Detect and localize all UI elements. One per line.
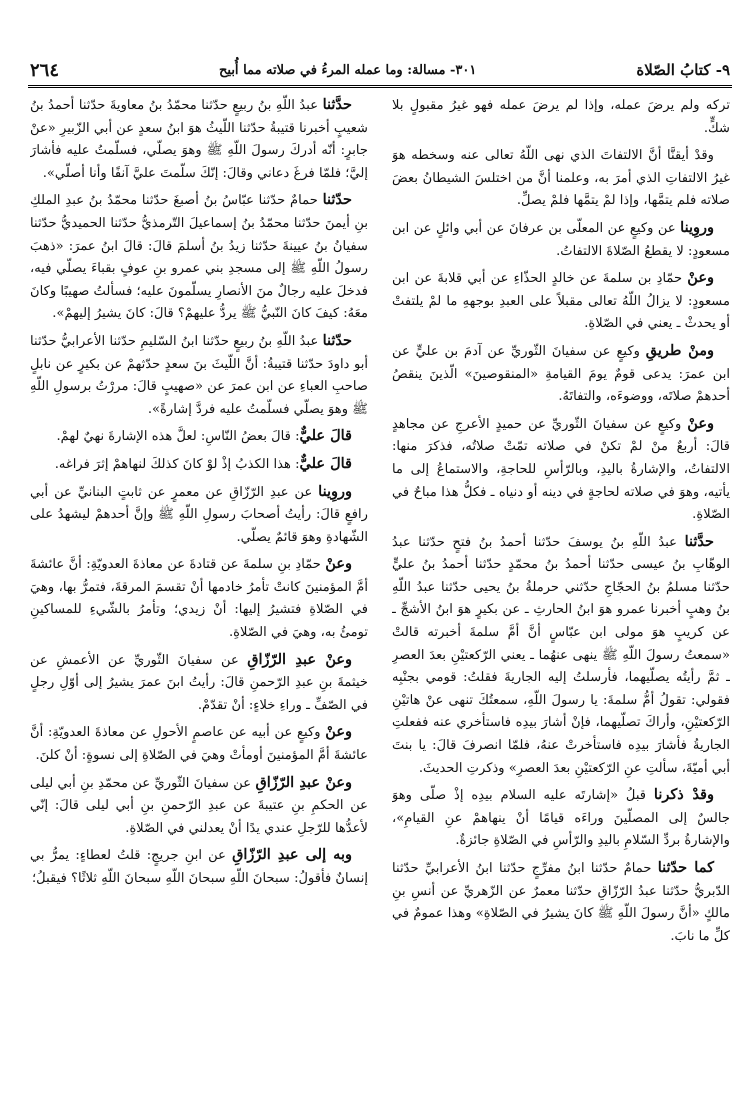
paragraph-text: عبدُ اللّهِ بنُ ربيعٍ حدّثنا ابنُ السّليمِ حدّثنا الأعرابيُّ حدّثنا أبو داودَ حدّثنا قتيبةُ: أنَّ اللّيثَ بنَ سعدٍ حدّثهمْ عن بكيرٍ عن نابلٍ صاحبِ العباءِ عن ابن عمرَ عن «صهيبٍ قالَ: مررْتُ برسولِ اللّهِ ﷺ وهوَ يصلّي فسلّمتُ عليه فردَّ إشارةً». xyxy=(30,333,368,417)
paragraph-lead: وقدْ ذكرنا xyxy=(653,786,714,804)
paragraph xyxy=(30,453,368,477)
right-column xyxy=(392,94,730,1098)
paragraph-text: : هذا الكذبُ إذْ لوْ كانَ كذلكَ لنهاهمْ إثرَ فراغه. xyxy=(54,456,300,472)
paragraph xyxy=(392,267,730,336)
paragraph-text: وكيعٍ عن سفيانَ الثّوريِّ عن آدمَ بن عليٍّ عن ابن عمرَ: يدعى قومٌ يومَ القيامةِ «المنقوصينَ» الّذينَ ينقصُ أحدهمْ صلاتَه، ووضوءَه، والتفاتَهُ. xyxy=(392,343,730,405)
paragraph-lead: ومنْ طريقِ xyxy=(645,341,714,359)
paragraph-text: عن سفيانَ الثّوريِّ عن الأعمشِ عن خيثمةَ بنِ عبدِ الرّحمنِ قالَ: رأيتُ ابنَ عمرَ يشيرُ إلى أوّلِ رجلٍ في الصّفِّ ـ وراءِ خلاءٍ: أنْ تقدّمْ. xyxy=(30,652,368,713)
paragraph xyxy=(30,553,368,644)
paragraph xyxy=(392,217,730,263)
paragraph-text: تركه ولم يرضَ عمله، وإذا لم يرضَ عمله فهو غيرُ مقبولٍ بلا شكٍّ. xyxy=(392,98,730,136)
paragraph-lead: كما حدّثنا xyxy=(657,859,714,876)
paragraph xyxy=(392,413,730,527)
paragraph-lead: وروِينا xyxy=(318,482,352,500)
paragraph xyxy=(30,649,368,718)
paragraph xyxy=(392,784,730,853)
paragraph-text: حمّادِ بن سلمةَ عن خالدٍ الحذّاءِ عن أبي قلابةَ عن ابن مسعودٍ: لا يزالُ اللّهُ تعالى مقبلاً على العبدِ بوجههِ ما لمْ يلتفتْ أو يحدثْ ـ يعني في الصّلاةِ. xyxy=(392,271,730,332)
paragraph-lead: حدَّثنا xyxy=(684,532,714,550)
page-number: ٢٦٤ xyxy=(30,59,60,81)
paragraph-lead: وعنْ xyxy=(687,269,714,287)
paragraph xyxy=(30,844,368,890)
paragraph xyxy=(392,94,730,140)
paragraph-text: عبدُ اللّهِ بنُ ربيعٍ حدّثنا محمّدُ بنُ معاويةَ حدّثنا أحمدُ بنُ شعيبٍ أخبرنا قتيبةُ حدّثنا اللّيثُ هوَ ابنُ سعدٍ عن أبي الزّبيرِ «عنْ جابرٍ: أنّه أدركَ رسولَ اللّهِ ﷺ وهوَ يصلّي، فسلّمتُ عليه فأشارَ إليَّ؛ فلمّا فرغَ دعاني وقالَ: إنّكَ سلّمتَ عليَّ آنفًا وأنا أصلّي». xyxy=(30,98,368,181)
section-title: ٣٠١- مسالة: وما عمله المرءُ في صلاته مما أُبيح xyxy=(219,62,477,78)
paragraph xyxy=(30,772,368,841)
paragraph-lead: وعنْ عبدِ الرّزّاقِ xyxy=(255,773,353,791)
paragraph-lead: وعنْ xyxy=(325,555,352,573)
paragraph-text: وقدْ أيقنَّا أنَّ الالتفاتَ الذي نهى اللّهُ تعالى عنه وسخطه هوَ غيرُ الالتفاتِ الذي أمرَ به، وعلمنا أنَّ من اختلسَ الشيطانُ بعضَ صلاته فلم يتمَّها، وإذا لمْ يتمَّها فلمْ يصلِّ. xyxy=(392,148,730,209)
paragraph-text: وكيعٍ عن أبيه عن عاصمٍ الأحولِ عن معاذةَ العدويّةِ: أنَّ عائشةَ أمَّ المؤمنينَ أومأتْ وهيَ في الصّلاةِ إلى نسوةٍ: أنْ كلنَ. xyxy=(30,725,368,764)
paragraph-text: عن سفيانَ الثّوريِّ عن محمّدِ بنِ أبي ليلى عن الحكمِ بنِ عتيبةَ عن عبدِ الرّحمنِ بنِ أبي ليلى قالَ: إنّي لأعدُّها للرّجلِ عندي يدًا أنْ يعدلني في الصّلاةِ. xyxy=(30,775,368,836)
running-header xyxy=(30,58,730,82)
paragraph-text: عن ابنِ جريجٍ: قلتُ لعطاءٍ: يمرُّ بي إنسانٌ فأقولُ: سبحانَ اللّهِ سبحانَ اللّهِ سبحانَ اللّهِ ثلاثًا؟ فيقبلُ؛ xyxy=(30,848,368,886)
paragraph-lead: قالَ عليٌّ xyxy=(299,454,352,472)
paragraph-lead: حدّثنا xyxy=(322,191,352,209)
paragraph-lead: وبه إلى عبدِ الرّزّاقِ xyxy=(232,846,352,864)
paragraph xyxy=(392,857,730,948)
paragraph xyxy=(30,189,368,326)
paragraph xyxy=(30,481,368,550)
paragraph-text: : قالَ بعضُ النّاسِ: لعلَّ هذه الإشارةَ نهيٌ لهمْ. xyxy=(56,429,300,445)
paragraph-text: حمامٌ حدّثنا عبّاسُ بنُ أصبغَ حدّثنا محمّدُ بنُ عبدِ الملكِ بنِ أيمنَ حدّثنا محمّدُ بنُ إسماعيلَ التّرمذيُّ حدّثنا الحميديُّ حدّثنا سفيانُ بنُ عيينةَ حدّثنا زيدُ بنُ أسلمَ قالَ: قالَ ابنُ عمرَ: «ذهبَ رسولُ اللّهِ ﷺ إلى مسجدِ بني عمرو بنِ عوفٍ بقباءَ يصلّي فيه، فدخلَ عليه رجالٌ منَ الأنصارِ يسلّمونَ عليه؛ فسألتُ صهيبًا وكانَ معَهُ: كيفَ كانَ النّبيُّ ﷺ يردُّ عليهمْ؟ قالَ: كانَ يشيرُ إليهمْ». xyxy=(30,193,368,322)
left-column xyxy=(30,94,368,1098)
paragraph xyxy=(392,340,730,409)
paragraph-lead: وروِينا xyxy=(680,218,714,236)
paragraph xyxy=(30,425,368,449)
paragraph-text: عن وكيعٍ عن المعلّى بن عرفانَ عن أبي وائلٍ عن ابن مسعودٍ: لا يقطعُ الصّلاةَ الالتفاتُ. xyxy=(392,220,730,259)
book-title: ٩- كتابُ الصّلاة xyxy=(636,61,730,79)
paragraph-lead: وعنْ xyxy=(687,414,714,432)
paragraph xyxy=(30,94,368,185)
paragraph-text: عن عبدِ الرّزّاقِ عن معمرٍ عن ثابتٍ البنانيِّ عن أبي رافعٍ قالَ: رأيتُ أصحابَ رسولِ اللّهِ ﷺ وإنَّ أحدهمْ ليشهدُ على الشّهادةِ وهوَ قائمٌ يصلّي. xyxy=(30,484,368,545)
paragraph-text: عبدُ اللّهِ بنُ يوسفَ حدّثنا أحمدُ بنُ فتحٍ حدّثنا عبدُ الوهّابِ بنُ عيسى حدّثنا أحمدُ بنُ محمّدٍ حدّثنا أحمدُ بنُ عليٍّ حدّثنا مسلمُ بنُ الحجّاجِ حدّثني حرملةُ بنُ يحيى حدّثنا عبدُ اللّهِ بنُ وهبٍ أخبرنا عمرو هوَ ابنُ الحارثِ ـ عن بكيرٍ هوَ ابنُ الأشجِّ ـ عن كريبٍ هوَ مولى ابن عبّاسٍ أنَّ أمَّ سلمةَ أخبرته قالتْ «سمعتُ رسولَ اللّهِ ﷺ ينهى عنهُما ـ يعني الرّكعتيْنِ بعدَ العصرِ ـ ثمَّ رأيتُه يصلّيهما، فأرسلتُ إليه الجاريةَ فقلتُ: قومي بجنْبِه فقولي: تقولُ أمُّ سلمةَ: يا رسولَ اللّهِ، سمعتُكَ تنهى عنْ هاتيْنِ الرّكعتيْنِ، وأراكَ تصلّيهما، فإنْ أشارَ بيدِه فاستأخري عنه ففعلتِ الجاريةُ فأشارَ بيدِه فاستأخرتْ عنهُ، فلمّا انصرفَ قالَ: يا بنتَ أبي أميّةَ، سألتِ عنِ الرّكعتيْنِ بعدَ العصرِ» وذكرتِ الحديثَ. xyxy=(392,534,730,776)
paragraph-lead: وعنْ عبدِ الرّزّاقِ xyxy=(247,650,353,668)
paragraph-lead: حدّثنا xyxy=(322,331,352,349)
paragraph-lead: وعنْ xyxy=(325,723,352,741)
paragraph-text: حمامٌ حدّثنا ابنُ مفرِّجٍ حدّثنا ابنُ الأعرابيِّ حدّثنا الدّبريُّ حدّثنا عبدُ الرّزّاقِ حدّثنا معمرٌ عن الزّهريِّ عن أنسِ بنِ مالكٍ «أنَّ رسولَ اللّهِ ﷺ كانَ يشيرُ في الصّلاةِ» وهذا عمومٌ في كلِّ ما نابَ. xyxy=(392,861,730,944)
header-rule xyxy=(28,85,732,88)
paragraph-text: وكيعٍ عن سفيانَ الثّوريِّ عن حميدٍ الأعرجِ عن مجاهدٍ قالَ: أربعٌ منْ لمْ تكنْ في صلاته تمّتْ صلاتُه، فذكرَ منها: الالتفاتُ، والإشارةُ باليدِ، وبالرّأسِ للحاجةِ، والاستماعُ إلى ما يأتيه، وهوَ في صلاته لحاجةٍ في دينه أو دنياه ـ فكلُّ هذا مباحٌ في الصّلاةِ. xyxy=(392,416,730,523)
paragraph xyxy=(30,721,368,767)
paragraph-text: قبلُ «إشارتَه عليه السلام بيدِه إذْ صلّى وهوَ جالسٌ إلى المصلّينَ وراءَه قيامًا أنْ ينهاهمْ عنِ القيامِ»، والإشارةُ بردِّ السّلامِ باليدِ والرّأسِ في الصّلاةِ جائزةٌ. xyxy=(392,788,730,849)
paragraph-text: حمّادِ بنِ سلمةَ عن قتادةَ عن معاذةَ العدويّةِ: أنَّ عائشةَ أمَّ المؤمنينَ كانتْ تأمرُ خادمها أنْ تقسمَ المرقةَ، فتمرُّ بها، وهيَ في الصّلاةِ فتشيرُ إليها: أنْ زيدي؛ وتأمرُ بالشّيءِ للمساكينِ تومئُ به، وهيَ في الصّلاةِ. xyxy=(30,557,368,641)
paragraph xyxy=(392,144,730,213)
paragraph-lead: قالَ عليٌّ xyxy=(299,427,352,445)
paragraph xyxy=(30,330,368,421)
paragraph xyxy=(392,531,730,781)
paragraph-lead: حدَّثنا xyxy=(322,96,352,113)
